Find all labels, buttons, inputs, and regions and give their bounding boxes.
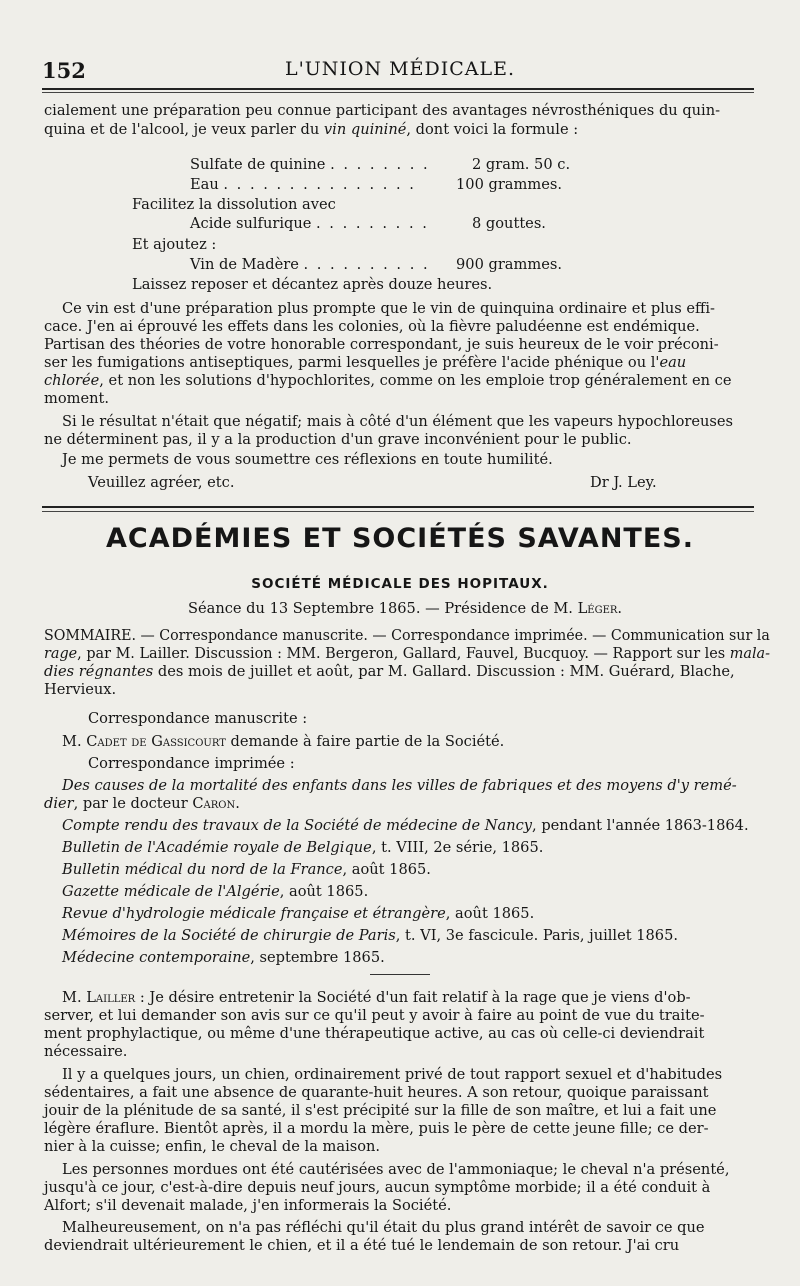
letter-paragraph-line: Je me permets de vous soumettre ces réflexions en toute humilité. — [62, 451, 553, 468]
separator-rule — [370, 974, 430, 975]
header-rule-thin — [42, 92, 754, 93]
formula-amount: 8 gouttes. — [472, 215, 546, 232]
letter-closing: Veuillez agréer, etc. — [88, 474, 235, 491]
body-line: server, et lui demander son avis sur ce qu'il peut y avoir à faire au point de vue du traite- — [44, 1007, 705, 1024]
letter-paragraph-line: ne déterminent pas, il y a la production d'un grave inconvénient pour le public. — [44, 431, 632, 448]
subheading: Correspondance manuscrite : — [88, 710, 308, 727]
running-title: L'UNION MÉDICALE. — [284, 58, 516, 80]
letter-paragraph-line: Ce vin est d'une préparation plus prompte que le vin de quinquina ordinaire et plus effi- — [62, 300, 715, 317]
printed-item: Bulletin de l'Académie royale de Belgique, t. VIII, 2e série, 1865. — [62, 839, 544, 856]
letter-paragraph-line: cace. J'en ai éprouvé les effets dans les colonies, où la fièvre paludéenne est endémique. — [44, 318, 700, 335]
body-line: Malheureusement, on n'a pas réfléchi qu'il était du plus grand intérêt de savoir ce que — [62, 1219, 705, 1236]
body-line: jouir de la plénitude de sa santé, il s'est précipité sur la fille de son maître, et lui a fait une — [44, 1102, 717, 1119]
letter-intro-line: quina et de l'alcool, je veux parler du vin quininé, dont voici la formule : — [44, 121, 579, 138]
printed-item: Bulletin médical du nord de la France, août 1865. — [62, 861, 431, 878]
letter-paragraph-line: moment. — [44, 390, 110, 407]
printed-item: dier, par le docteur Caron. — [44, 795, 240, 812]
letter-paragraph-line: Si le résultat n'était que négatif; mais à côté d'un élément que les vapeurs hypochloreuses — [62, 413, 734, 430]
body-line: nécessaire. — [44, 1043, 128, 1060]
header-rule — [42, 88, 754, 90]
page-number: 152 — [42, 58, 86, 83]
letter-signature: Dr J. Ley. — [590, 474, 657, 491]
session-line: Séance du 13 Septembre 1865. — Présidence de M. Léger. — [188, 600, 623, 617]
formula-instruction: Et ajoutez : — [132, 236, 217, 253]
sommaire-line: rage, par M. Lailler. Discussion : MM. Bergeron, Gallard, Fauvel, Bucquoy. — Rapport sur les mala- — [44, 645, 771, 662]
correspondence-line: M. Cadet de Gassicourt demande à faire partie de la Société. — [62, 733, 505, 750]
formula-line: Sulfate de quinine . . . . . . . . — [190, 156, 430, 173]
body-line: ment prophylactique, ou même d'une thérapeutique active, au cas où celle-ci deviendrait — [44, 1025, 705, 1042]
subheading: Correspondance imprimée : — [88, 755, 295, 772]
body-line: M. Lailler : Je désire entretenir la Société d'un fait relatif à la rage que je viens d'ob- — [62, 989, 691, 1006]
printed-item: Compte rendu des travaux de la Société de médecine de Nancy, pendant l'année 1863-1864. — [62, 817, 749, 834]
formula-amount: 100 grammes. — [456, 176, 562, 193]
body-line: sédentaires, a fait une absence de quarante-huit heures. A son retour, quoique paraissant — [44, 1084, 709, 1101]
printed-item: Des causes de la mortalité des enfants dans les villes de fabriques et des moyens d'y remé- — [62, 777, 737, 794]
sommaire-line: SOMMAIRE. — Correspondance manuscrite. — Correspondance imprimée. — Communication sur la — [44, 627, 770, 644]
formula-amount: 900 grammes. — [456, 256, 562, 273]
formula-instruction: Facilitez la dissolution avec — [132, 196, 336, 213]
formula-line: Eau . . . . . . . . . . . . . . . — [190, 176, 416, 193]
body-line: Alfort; s'il devenait malade, j'en informerais la Société. — [44, 1197, 452, 1214]
body-line: légère éraflure. Bientôt après, il a mordu la mère, puis le père de cette jeune fille; ce der- — [44, 1120, 709, 1137]
formula-line: Acide sulfurique . . . . . . . . . — [190, 215, 429, 232]
printed-item: Revue d'hydrologie médicale française et étrangère, août 1865. — [62, 905, 535, 922]
formula-amount: 2 gram. 50 c. — [472, 156, 571, 173]
letter-paragraph-line: Partisan des théories de votre honorable correspondant, je suis heureux de le voir préconi- — [44, 336, 719, 353]
formula-instruction: Laissez reposer et décantez après douze heures. — [132, 276, 493, 293]
formula-line: Vin de Madère . . . . . . . . . . — [190, 256, 430, 273]
letter-paragraph-line: chlorée, et non les solutions d'hypochlorites, comme on les emploie trop généralement en ce — [44, 372, 732, 389]
body-line: deviendrait ultérieurement le chien, et il a été tué le lendemain de son retour. J'ai cru — [44, 1237, 680, 1254]
printed-item: Gazette médicale de l'Algérie, août 1865. — [62, 883, 369, 900]
sommaire-line: dies régnantes des mois de juillet et août, par M. Gallard. Discussion : MM. Guérard, Blache, — [44, 663, 735, 680]
section-title: ACADÉMIES ET SOCIÉTÉS SAVANTES. — [106, 523, 694, 554]
printed-item: Médecine contemporaine, septembre 1865. — [62, 949, 385, 966]
printed-item: Mémoires de la Société de chirurgie de Paris, t. VI, 3e fascicule. Paris, juillet 1865. — [62, 927, 679, 944]
body-line: nier à la cuisse; enfin, le cheval de la maison. — [44, 1138, 381, 1155]
letter-intro-line: cialement une préparation peu connue participant des avantages névrosthéniques du quin- — [44, 102, 721, 119]
sommaire-line: Hervieux. — [44, 681, 117, 698]
section-rule-thin — [42, 511, 754, 512]
body-line: Il y a quelques jours, un chien, ordinairement privé de tout rapport sexuel et d'habitudes — [62, 1066, 723, 1083]
page-header — [42, 52, 758, 82]
body-line: jusqu'à ce jour, c'est-à-dire depuis neuf jours, aucun symptôme morbide; il a été conduit à — [44, 1179, 711, 1196]
section-rule — [42, 506, 754, 508]
body-line: Les personnes mordues ont été cautérisées avec de l'ammoniaque; le cheval n'a présenté, — [62, 1161, 730, 1178]
letter-paragraph-line: ser les fumigations antiseptiques, parmi lesquelles je préfère l'acide phénique ou l'eau — [44, 354, 687, 371]
society-title: SOCIÉTÉ MÉDICALE DES HOPITAUX. — [251, 576, 549, 592]
